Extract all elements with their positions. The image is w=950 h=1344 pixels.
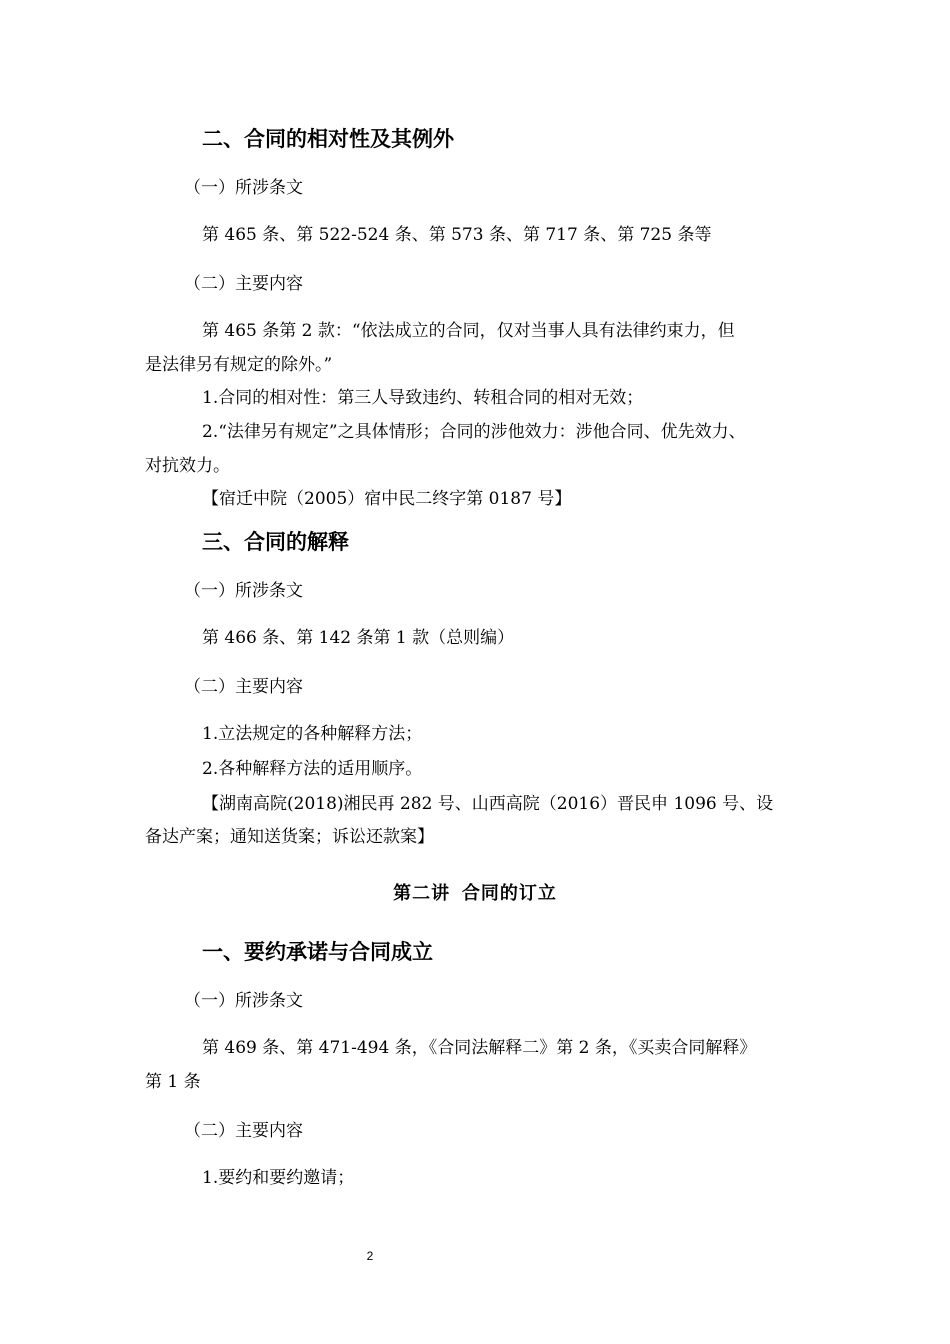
list-item: 1.立法规定的各种解释方法； [202, 724, 423, 744]
subsection-heading: （二）主要内容 [184, 677, 303, 697]
list-item: 1.合同的相对性：第三人导致违约、转租合同的相对无效； [202, 388, 644, 408]
section-title: 一、要约承诺与合同成立 [202, 940, 433, 964]
list-item: 2.各种解释方法的适用顺序。 [202, 759, 423, 779]
paragraph: 第 466 条、第 142 条第 1 款（总则编） [202, 628, 515, 648]
subsection-heading: （一）所涉条文 [184, 991, 303, 1011]
subsection-heading: （一）所涉条文 [184, 178, 303, 198]
list-item: 对抗效力。 [145, 456, 230, 476]
paragraph: 第 1 条 [145, 1072, 201, 1092]
subsection-heading: （二）主要内容 [184, 274, 303, 294]
section-title: 二、合同的相对性及其例外 [202, 127, 454, 151]
paragraph: 第 469 条、第 471-494 条，《合同法解释二》第 2 条，《买卖合同解释》 [202, 1038, 757, 1058]
paragraph: 是法律另有规定的除外。” [145, 355, 333, 375]
paragraph: 第 465 条、第 522-524 条、第 573 条、第 717 条、第 725 条等 [202, 225, 712, 245]
paragraph: 第 465 条第 2 款：“依法成立的合同，仅对当事人具有法律约束力，但 [202, 321, 735, 341]
page-number: 2 [366, 1249, 374, 1263]
list-item: 1.要约和要约邀请； [202, 1168, 355, 1188]
case-citation: 【湖南高院(2018)湘民再 282 号、山西高院（2016）晋民申 1096 号、设 [202, 794, 774, 814]
list-item: 2.“法律另有规定”之具体情形；合同的涉他效力：涉他合同、优先效力、 [202, 422, 746, 442]
lecture-title: 第二讲 合同的订立 [393, 883, 557, 904]
case-citation: 【宿迁中院（2005）宿中民二终字第 0187 号】 [202, 489, 572, 509]
subsection-heading: （二）主要内容 [184, 1121, 303, 1141]
subsection-heading: （一）所涉条文 [184, 581, 303, 601]
section-title: 三、合同的解释 [202, 530, 349, 554]
case-citation: 备达产案；通知送货案；诉讼还款案】 [145, 827, 434, 847]
